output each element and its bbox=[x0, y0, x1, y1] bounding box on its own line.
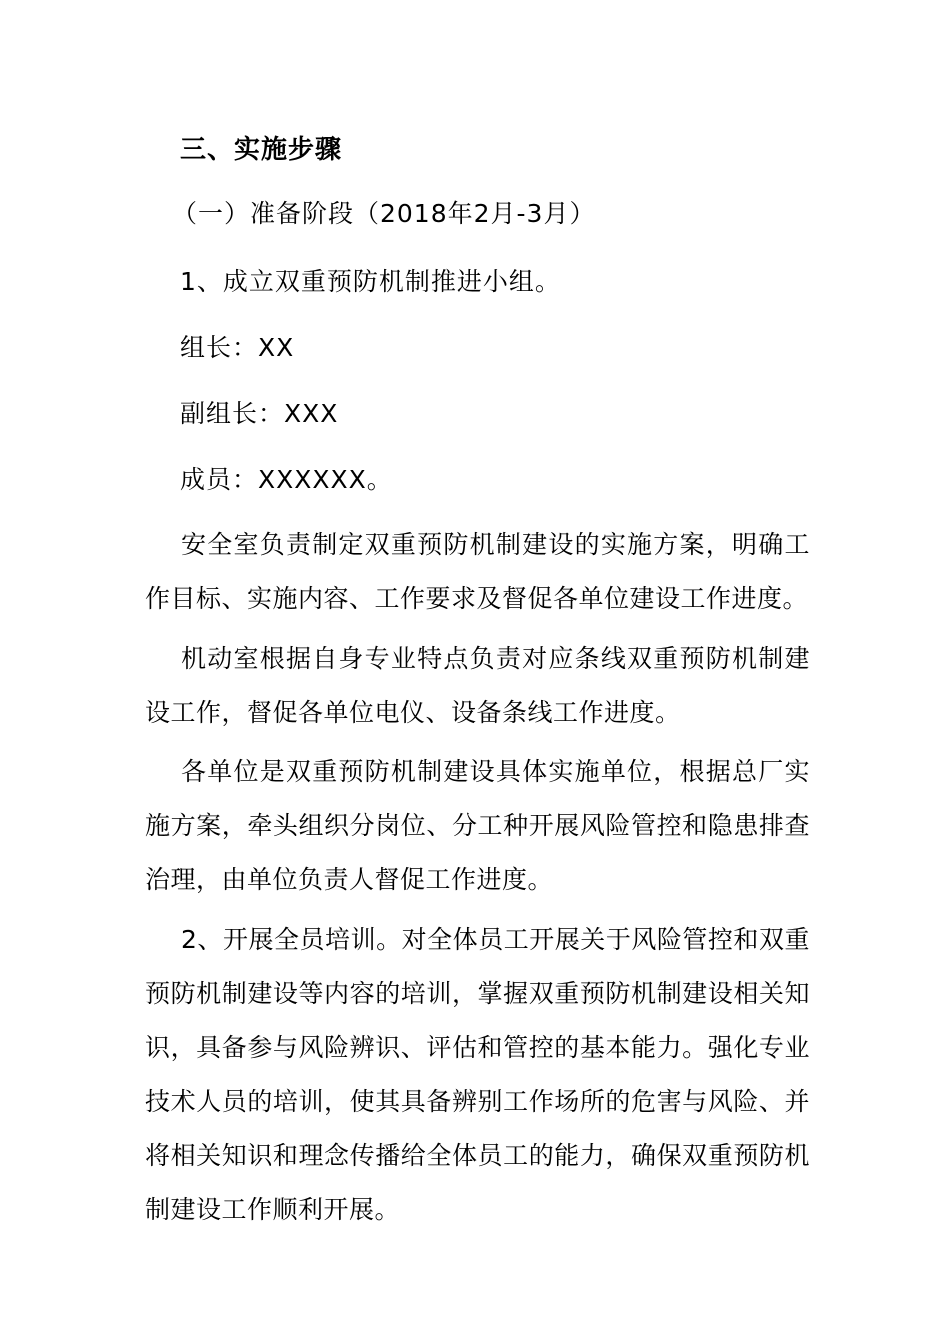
paragraph-mechanical-office: 机动室根据自身专业特点负责对应条线双重预防机制建设工作，督促各单位电仪、设备条线工作进度。 bbox=[145, 644, 810, 727]
paragraph-safety-office: 安全室负责制定双重预防机制建设的实施方案，明确工作目标、实施内容、工作要求及督促各单位建设工作进度。 bbox=[145, 530, 810, 613]
paragraph-training: 2、开展全员培训。对全体员工开展关于风险管控和双重预防机制建设等内容的培训，掌握双重预防机制建设相关知识，具备参与风险辨识、评估和管控的基本能力。强化专业技术人员的培训，使其具备辨别工作场所的危害与风险、并将相关知识和理念传播给全体员工的能力，确保双重预防机制建设工作顺利开展。 bbox=[145, 925, 810, 1224]
section-heading: 三、实施步骤 bbox=[180, 135, 343, 165]
stage-subheading: （一）准备阶段（2018年2月-3月） bbox=[172, 199, 596, 228]
deputy-group-leader: 副组长：XXX bbox=[180, 399, 339, 428]
item-1-title: 1、成立双重预防机制推进小组。 bbox=[180, 267, 561, 296]
paragraph-units: 各单位是双重预防机制建设具体实施单位，根据总厂实施方案，牵头组织分岗位、分工种开展风险管控和隐患排查治理，由单位负责人督促工作进度。 bbox=[145, 757, 810, 894]
group-members: 成员：XXXXXX。 bbox=[180, 465, 393, 494]
group-leader: 组长：XX bbox=[180, 333, 295, 362]
